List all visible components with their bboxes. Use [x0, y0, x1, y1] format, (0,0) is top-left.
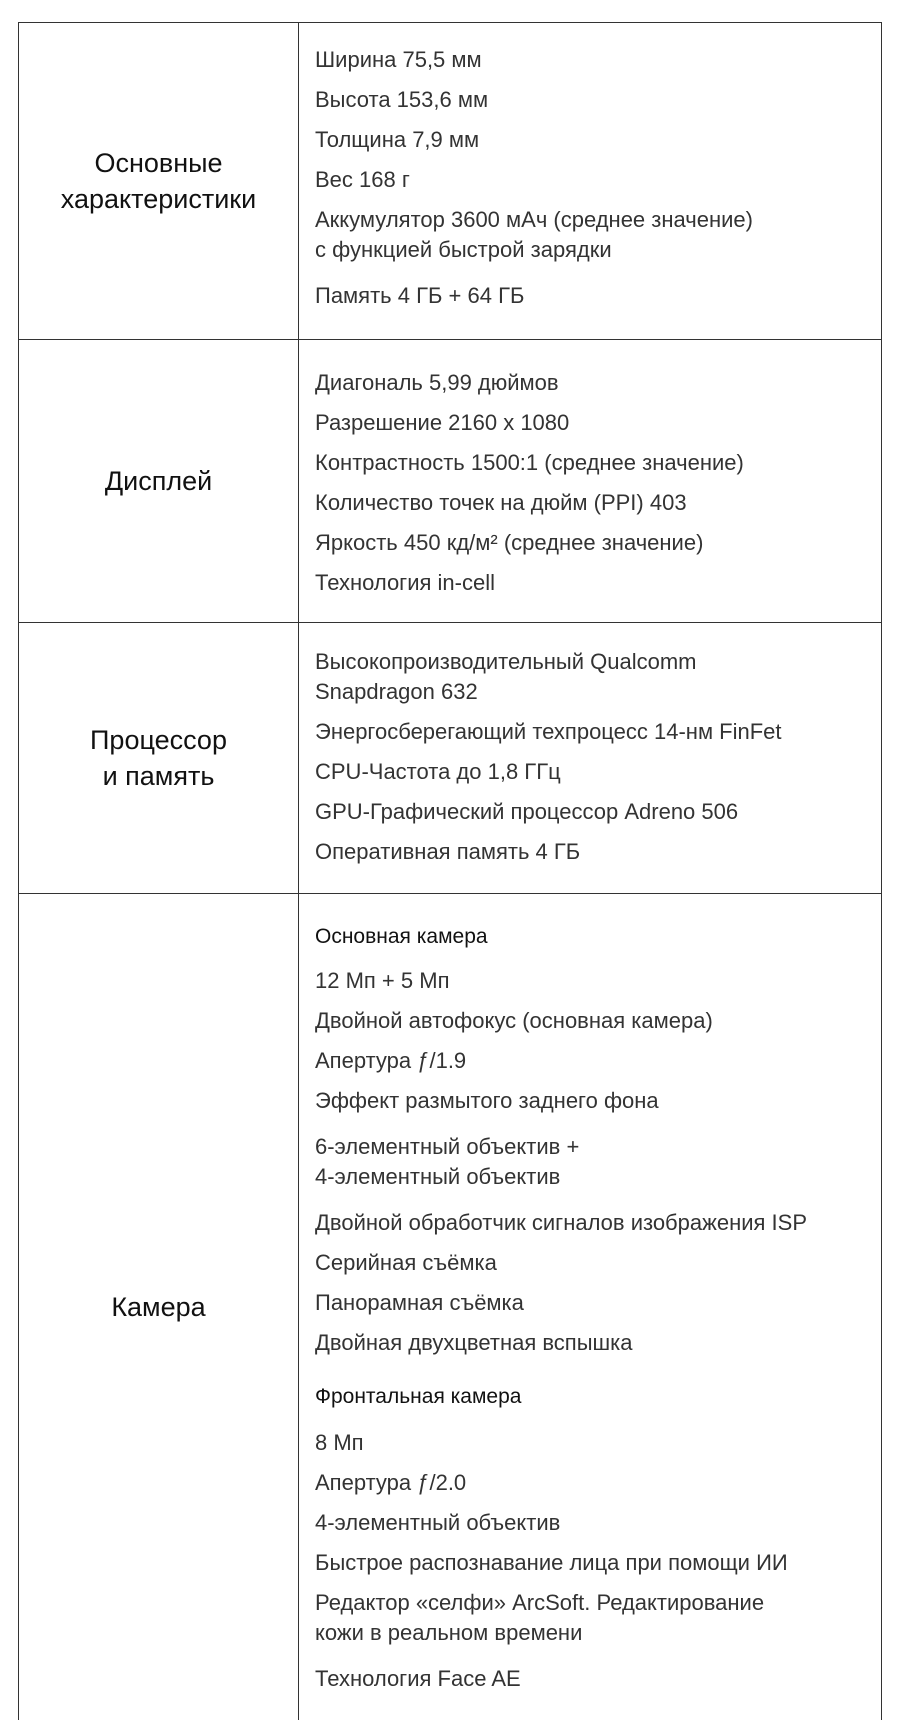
spec-line: Двойной обработчик сигналов изображения ISP	[315, 1210, 808, 1235]
spec-line: Память 4 ГБ + 64 ГБ	[315, 283, 525, 308]
spec-line: Эффект размытого заднего фона	[315, 1088, 659, 1113]
spec-line: Апертура ƒ/2.0	[315, 1470, 467, 1495]
spec-line: Диагональ 5,99 дюймов	[315, 370, 559, 395]
spec-line: Оперативная память 4 ГБ	[315, 839, 581, 864]
spec-line: Серийная съёмка	[315, 1250, 497, 1275]
spec-line: Вес 168 г	[315, 167, 410, 192]
spec-line: Двойная двухцветная вспышка	[315, 1330, 633, 1355]
row-content	[299, 623, 881, 893]
row-label-text: Основные характеристики	[60, 148, 257, 214]
spec-line: Разрешение 2160 x 1080	[315, 410, 570, 435]
spec-line: Яркость 450 кд/м² (среднее значение)	[315, 530, 704, 555]
row-content	[299, 23, 881, 339]
row-label	[19, 894, 299, 1720]
spec-line: Редактор «селфи» ArcSoft. Редактирование кожи в реальном времени	[315, 1590, 765, 1645]
spec-row-main	[19, 23, 881, 340]
spec-line: Технология Face AE	[315, 1666, 521, 1691]
spec-row-display	[19, 340, 881, 623]
spec-row-camera	[19, 894, 881, 1720]
spec-line: 8 Мп	[315, 1430, 364, 1455]
row-label-text: Процессор и память	[90, 725, 227, 791]
spec-line: GPU-Графический процессор Adreno 506	[315, 799, 739, 824]
spec-line: Энергосберегающий техпроцесс 14-нм FinFet	[315, 719, 782, 744]
spec-line: Количество точек на дюйм (PPI) 403	[315, 490, 687, 515]
row-label	[19, 340, 299, 622]
spec-line: Апертура ƒ/1.9	[315, 1048, 467, 1073]
spec-line: Аккумулятор 3600 мАч (среднее значение) с функцией быстрой зарядки	[315, 207, 753, 262]
spec-line: Быстрое распознавание лица при помощи ИИ	[315, 1550, 788, 1575]
section-title: Основная камера	[315, 925, 488, 948]
spec-line: Панорамная съёмка	[315, 1290, 524, 1315]
row-label	[19, 623, 299, 893]
spec-line: CPU-Частота до 1,8 ГГц	[315, 759, 561, 784]
row-label	[19, 23, 299, 339]
row-label-text: Камера	[111, 1292, 206, 1322]
spec-line: Высота 153,6 мм	[315, 87, 489, 112]
row-content	[299, 894, 881, 1720]
spec-line: 12 Мп + 5 Мп	[315, 968, 450, 993]
row-label-text: Дисплей	[104, 466, 213, 496]
spec-row-processor	[19, 623, 881, 894]
spec-line: 4-элементный объектив	[315, 1510, 561, 1535]
spec-line: Контрастность 1500:1 (среднее значение)	[315, 450, 744, 475]
spec-line: 6-элементный объектив + 4-элементный объектив	[315, 1134, 580, 1189]
spec-line: Толщина 7,9 мм	[315, 127, 480, 152]
spec-line: Технология in-cell	[315, 570, 495, 595]
row-content	[299, 340, 881, 622]
spec-line: Двойной автофокус (основная камера)	[315, 1008, 713, 1033]
section-title: Фронтальная камера	[315, 1385, 522, 1408]
spec-line: Высокопроизводительный Qualcomm Snapdragon 632	[315, 649, 697, 704]
spec-table	[18, 22, 882, 1720]
spec-line: Ширина 75,5 мм	[315, 47, 482, 72]
